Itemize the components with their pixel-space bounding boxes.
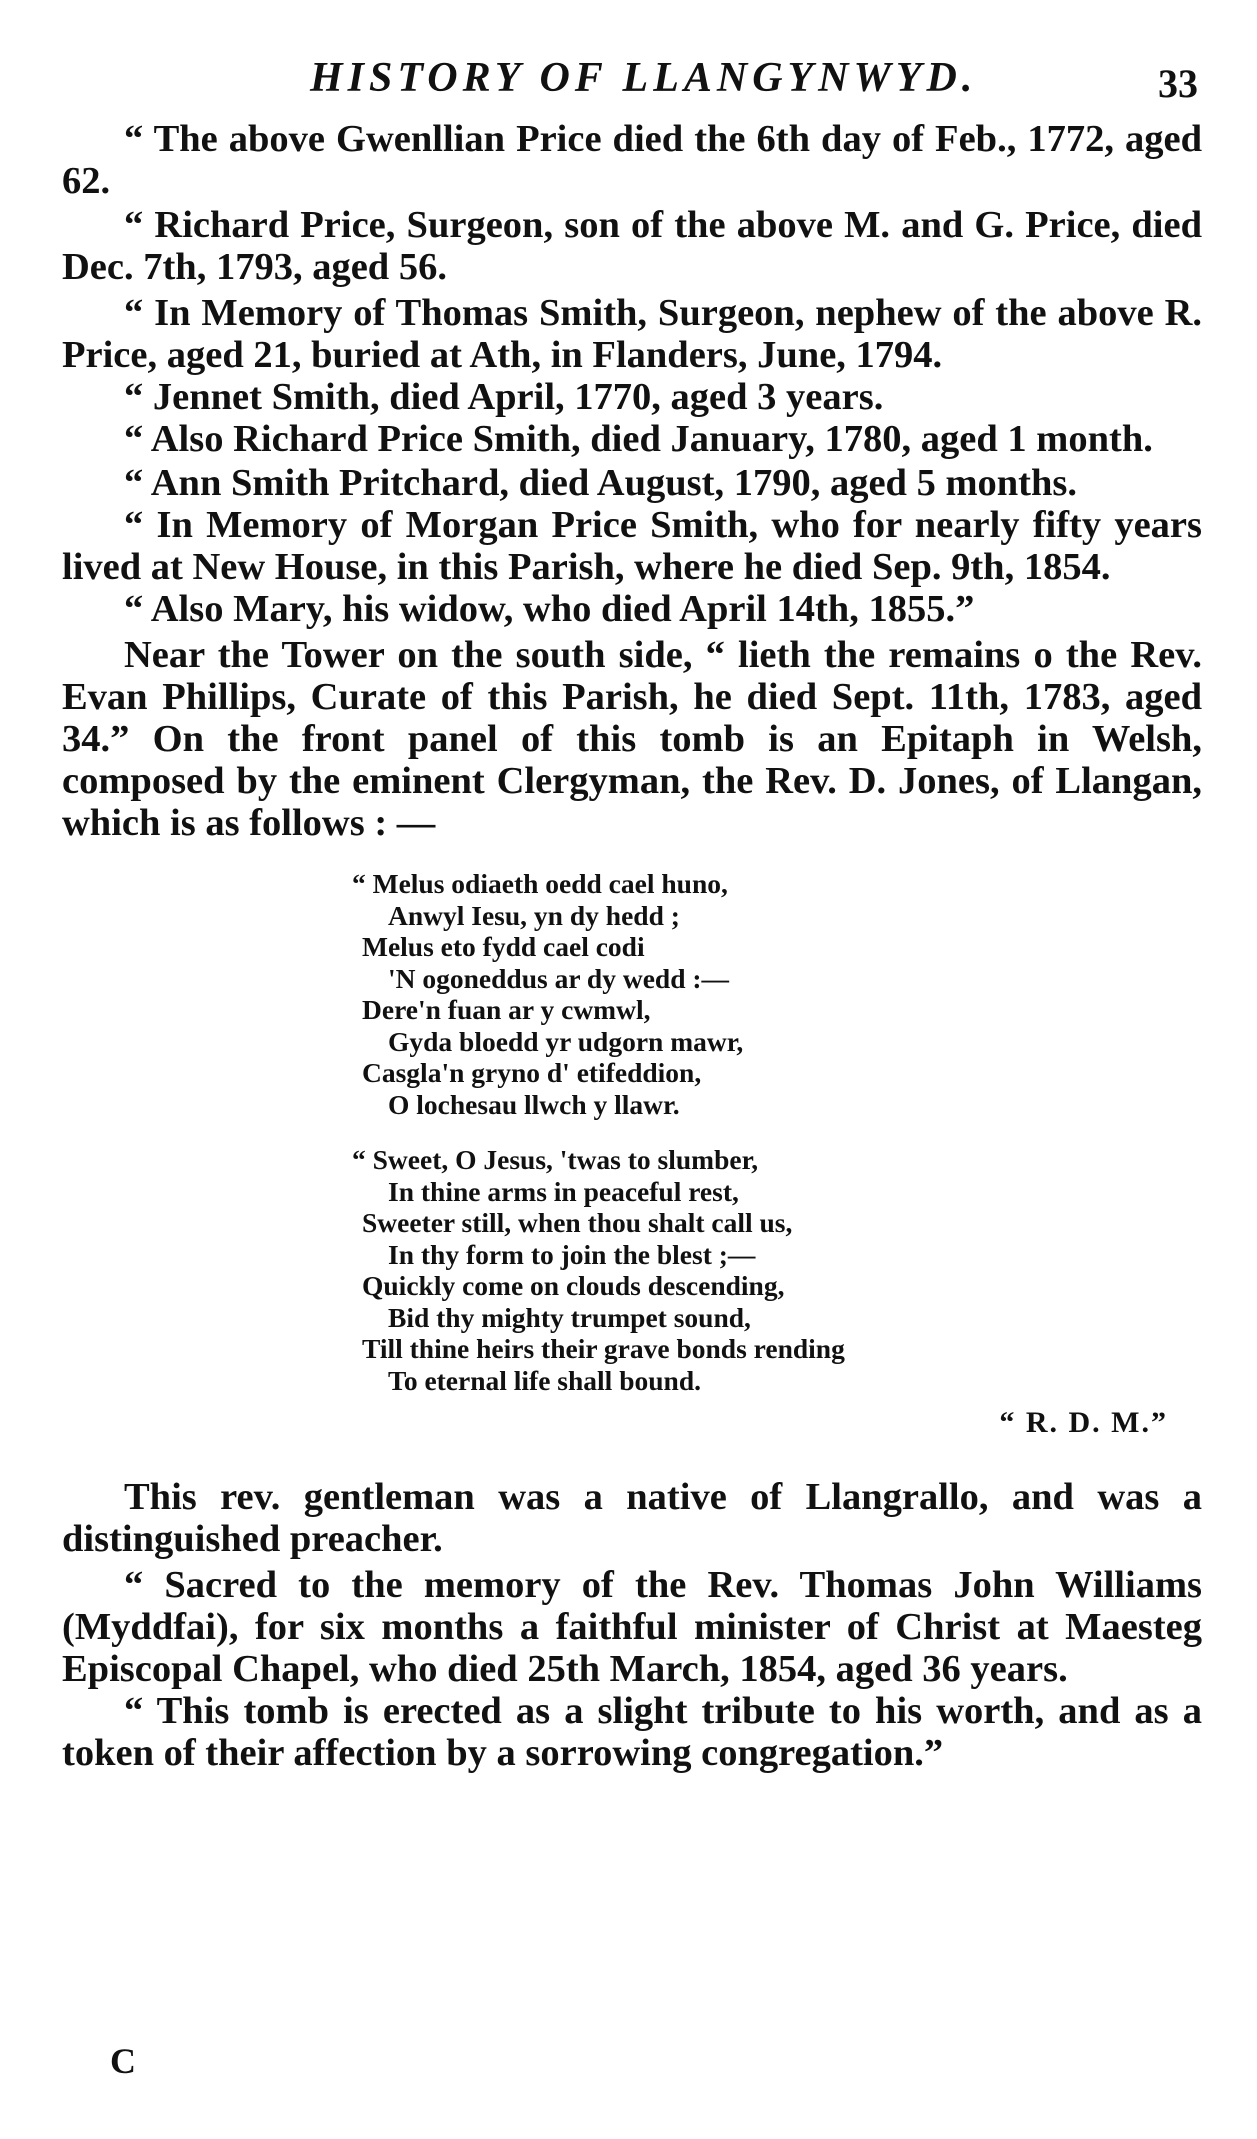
english-verse-line: Sweeter still, when thou shalt call us, [362,1207,793,1238]
paragraph-richard-price: “ Richard Price, Surgeon, son of the above M. and G. Price, died Dec. 7th, 1793, aged 56. [62,204,1202,288]
verse-signature: “ R. D. M.” [999,1406,1168,1439]
paragraph-morgan-price-smith: “ In Memory of Morgan Price Smith, who for nearly fifty years lived at New House, in this Parish, where he died Sep. 9th, 1854. [62,504,1202,588]
epitaph-verse [352,868,1202,1396]
english-verse-line: Till thine heirs their grave bonds rending [362,1333,845,1364]
welsh-verse-line: Melus eto fydd cael codi [362,931,645,962]
main-text [62,118,1202,844]
page-number: 33 [1158,61,1198,106]
running-title: HISTORY OF LLANGYNWYD. [310,55,978,101]
paragraph-mary-widow: “ Also Mary, his widow, who died April 14th, 1855.” [124,588,975,630]
signature-mark: C [110,2041,136,2081]
welsh-verse-line: 'N ogoneddus ar dy wedd :— [388,962,730,994]
paragraph-thomas-john-williams: “ Sacred to the memory of the Rev. Thomas John Williams (Myddfai), for six months a faithful minister of Christ at Maesteg Episcopal Chapel, who died 25th March, 1854, aged 36 years. [62,1564,1202,1690]
page-header [62,48,1202,118]
paragraph-ann-smith-pritchard: “ Ann Smith Pritchard, died August, 1790, aged 5 months. [124,462,1078,504]
paragraph-gwenllian-price: “ The above Gwenllian Price died the 6th day of Feb., 1772, aged 62. [62,118,1202,202]
welsh-stanza [352,868,1202,1120]
closing-text [62,1476,1202,1774]
welsh-verse-line: O lochesau llwch y llawr. [388,1088,680,1120]
paragraph-tomb-tribute: “ This tomb is erected as a slight tribute to his worth, and as a token of their affection by a sorrowing congregation.” [62,1690,1202,1774]
paragraph-native-llangrallo: This rev. gentleman was a native of Llangrallo, and was a distinguished preacher. [62,1476,1202,1560]
welsh-verse-line: “ Melus odiaeth oedd cael huno, [352,868,728,899]
welsh-verse-line: Casgla'n gryno d' etifeddion, [362,1057,702,1088]
paragraph-jennet-smith: “ Jennet Smith, died April, 1770, aged 3 years. [124,376,884,418]
welsh-verse-line: Anwyl Iesu, yn dy hedd ; [388,899,680,931]
english-verse-line: Bid thy mighty trumpet sound, [388,1301,751,1333]
book-page [62,48,1202,2108]
english-verse-line: “ Sweet, O Jesus, 'twas to slumber, [352,1144,759,1175]
english-verse-line: In thy form to join the blest ;— [388,1238,756,1270]
english-stanza [352,1144,1202,1396]
english-verse-line: To eternal life shall bound. [388,1364,702,1396]
paragraph-richard-price-smith: “ Also Richard Price Smith, died January, 1780, aged 1 month. [124,418,1153,460]
paragraph-evan-phillips: Near the Tower on the south side, “ lieth the remains o the Rev. Evan Phillips, Curate of this Parish, he died Sept. 11th, 1783, aged 34.” On the front panel of this tomb is an Epitaph in Welsh, composed by the eminent Clergyman, the Rev. D. Jones, of Llangan, which is as follows : — [62,634,1202,844]
english-verse-line: Quickly come on clouds descending, [362,1270,785,1301]
welsh-verse-line: Gyda bloedd yr udgorn mawr, [388,1025,744,1057]
english-verse-line: In thine arms in peaceful rest, [388,1175,739,1207]
paragraph-thomas-smith: “ In Memory of Thomas Smith, Surgeon, nephew of the above R. Price, aged 21, buried at Ath, in Flanders, June, 1794. [62,292,1202,376]
welsh-verse-line: Dere'n fuan ar y cwmwl, [362,994,651,1025]
